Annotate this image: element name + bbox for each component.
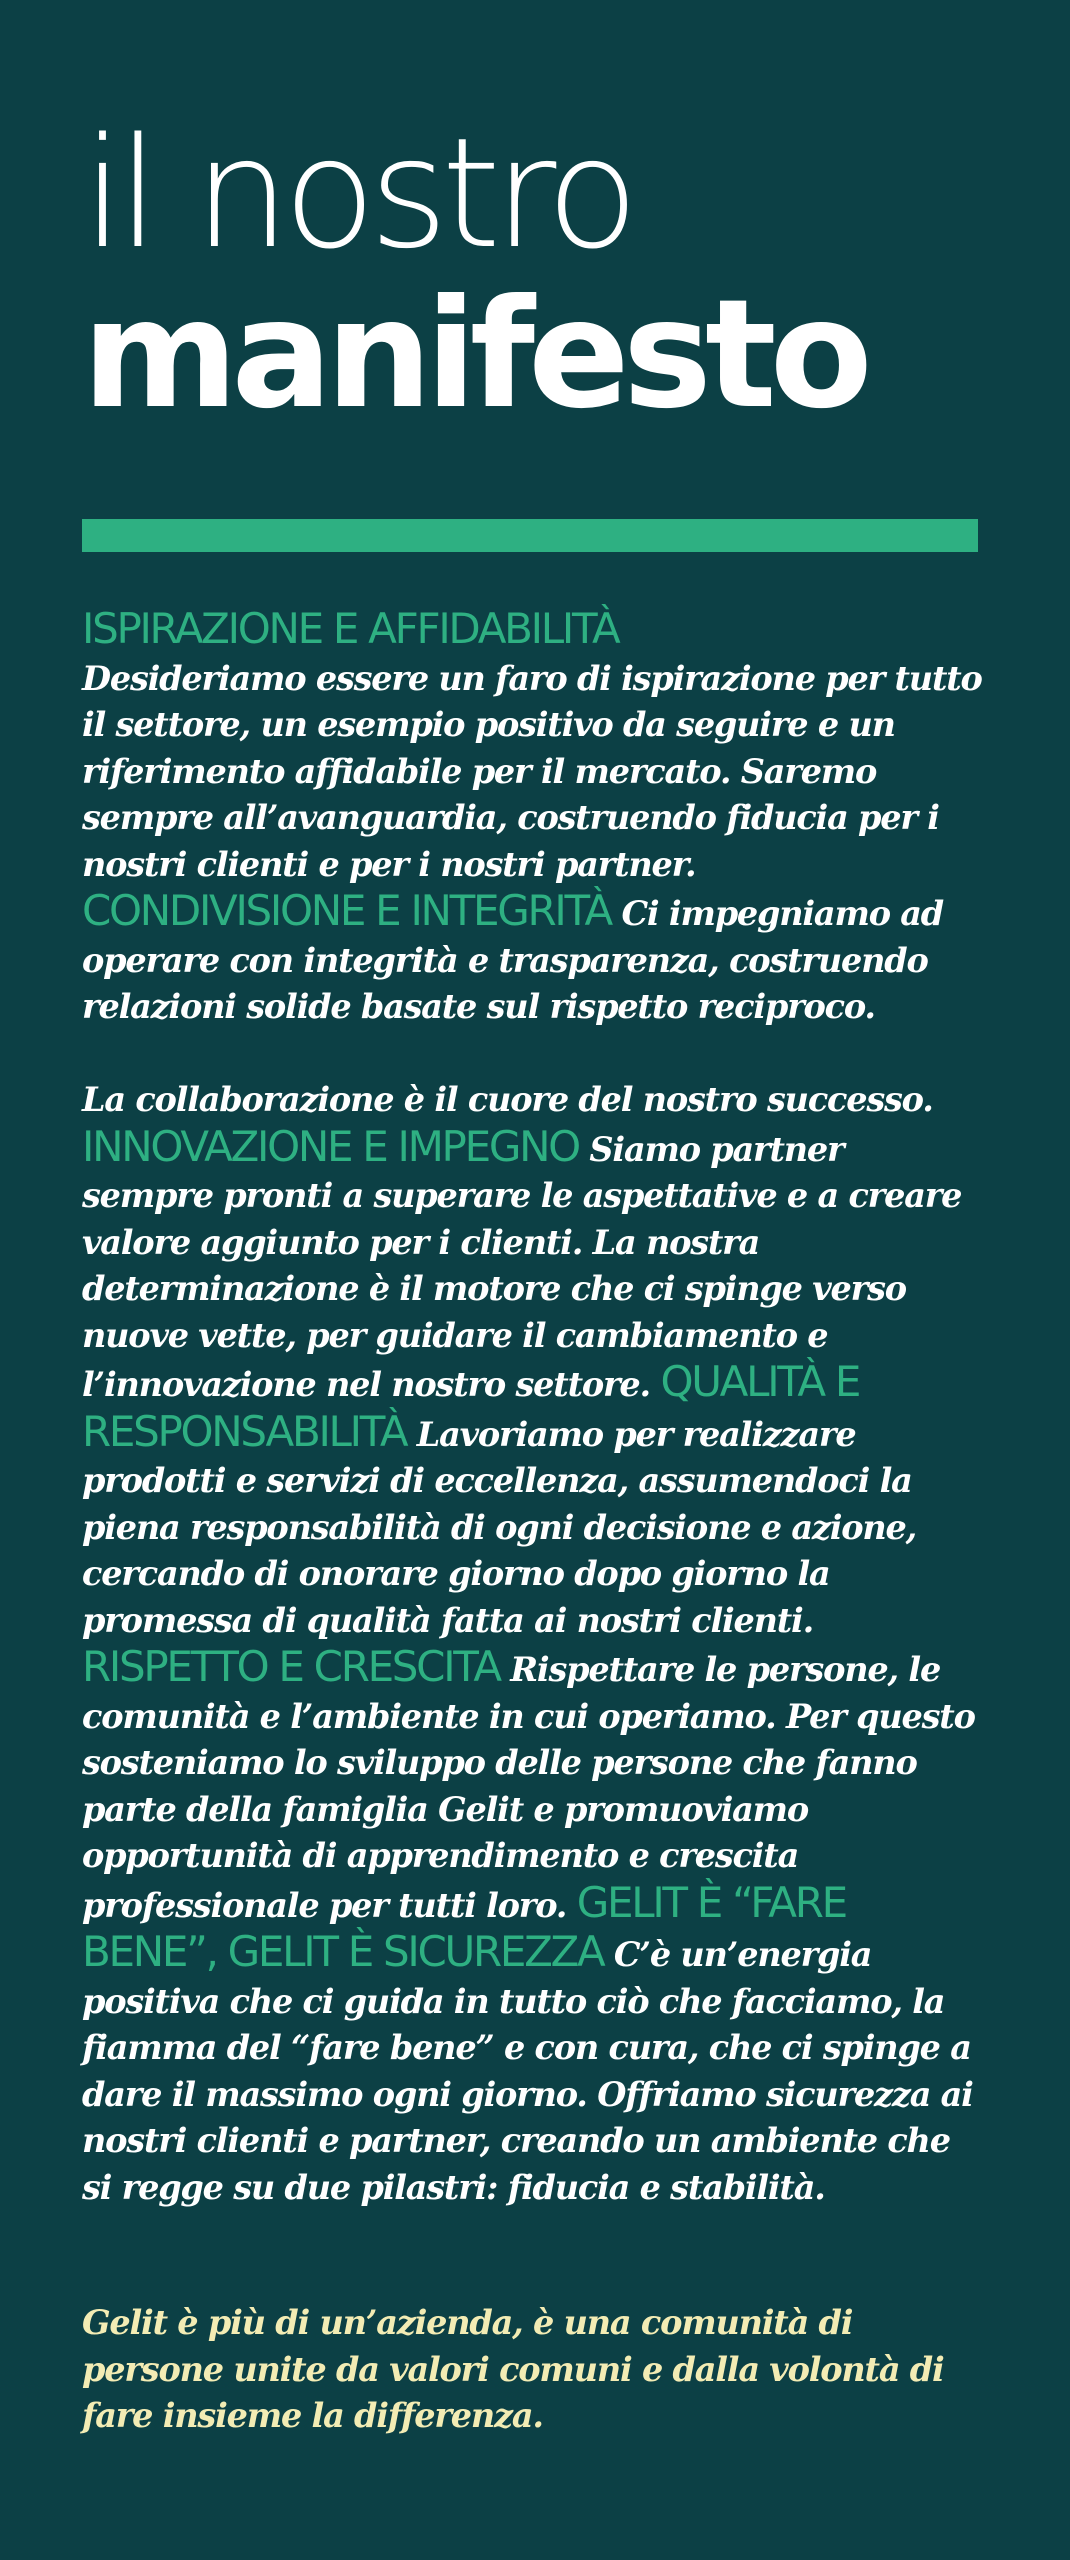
heading-qualita: QUALITÀ E RESPONSABILITÀ: [82, 1357, 860, 1456]
heading-rispetto: RISPETTO E CRESCITA: [82, 1642, 500, 1691]
text-ispirazione: Desideriamo essere un faro di ispirazione per tutto il settore, un esempio positivo da seguire e un riferimento affidabile per il mercato. Saremo sempre all’avanguardia, costruendo fiducia per i nostri clienti e per i nostri partner.: [82, 658, 982, 884]
closing-statement: Gelit è più di un’azienda, è una comunità di persone unite da valori comuni e dalla volontà di fare insieme la differenza.: [82, 2303, 944, 2435]
text-rispetto: Rispettare le persone, le comunità e l’ambiente in cui operiamo. Per questo sosteniamo lo sviluppo delle persone che fanno parte della famiglia Gelit e promuoviamo opportunità di apprendimento e crescita professionale per tutti loro.: [82, 1650, 975, 1925]
divider-bar: [82, 519, 978, 552]
title-line-2: manifesto: [82, 268, 866, 442]
heading-gelit: GELIT È “FARE BENE”, GELIT È SICUREZZA: [82, 1877, 846, 1976]
heading-innovazione: INNOVAZIONE E IMPEGNO: [82, 1121, 579, 1171]
title-line-1: il nostro: [82, 105, 633, 282]
paragraph-condivisione: [82, 888, 982, 1031]
heading-ispirazione: ISPIRAZIONE E AFFIDABILITÀ: [82, 604, 619, 653]
paragraph-collaborazione: [82, 1077, 982, 1124]
heading-condivisione: CONDIVISIONE E INTEGRITÀ: [82, 886, 611, 935]
text-gelit: C’è un’energia positiva che ci guida in tutto ciò che facciamo, la fiamma del “fare bene” e con cura, che ci spinge a dare il massimo ogni giorno. Offriamo sicurezza ai nostri clienti e partner, creando un ambiente che si regge su due pilastri: fiducia e stabilità.: [82, 1935, 973, 2207]
paragraph-ispirazione: [82, 606, 982, 888]
text-innovazione: Siamo partner sempre pronti a superare le aspettative e a creare valore aggiunto per i clienti. La nostra determinazione è il motore che ci spinge verso nuove vette, per guidare il cambiamento e l’innovazione nel nostro settore.: [82, 1129, 962, 1404]
text-condivisione: Ci impegniamo ad operare con integrità e trasparenza, costruendo relazioni solide basate sul rispetto reciproco.: [82, 894, 944, 1026]
paragraph-innovazione: [82, 1121, 982, 2212]
text-collaborazione: La collaborazione è il cuore del nostro successo.: [82, 1080, 933, 1119]
text-qualita: Lavoriamo per realizzare prodotti e servizi di eccellenza, assumendoci la piena responsabilità di ogni decisione e azione, cercando di onorare giorno dopo giorno la promessa di qualità fatta ai nostri clienti.: [82, 1414, 917, 1640]
manifesto-body: [82, 606, 982, 2211]
